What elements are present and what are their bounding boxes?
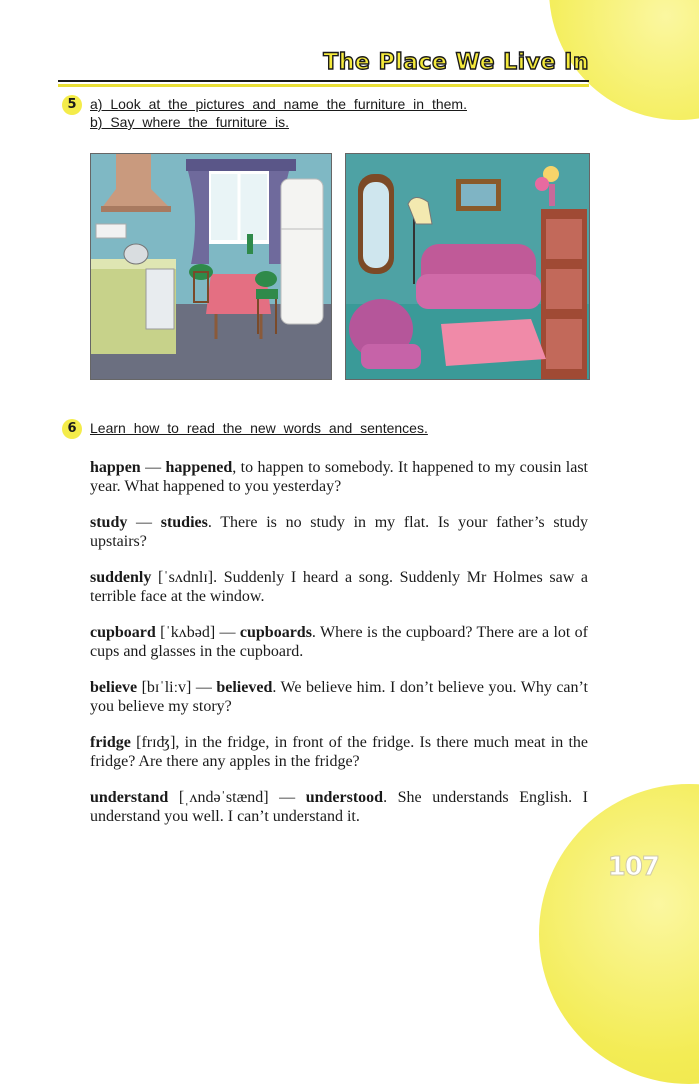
exercise-5-instruction-a: a) Look at the pictures and name the furniture in them. xyxy=(90,96,467,112)
vocab-entry-fridge: fridge [frɪʤ], in the fridge, in front of the fridge. Is there much meat in the fridge? Are there any apples in the fridge? xyxy=(90,734,588,770)
vocab-entry-happen: happen — happened, to happen to somebody. It happened to my cousin last year. What happened to you yesterday? xyxy=(90,459,589,495)
page-number: 107 xyxy=(607,852,659,882)
vocab-entry-understand: understand [ˌʌndəˈstænd] — understood. She understands English. I understand you well. I can’t understand it. xyxy=(90,789,588,825)
vocab-entry-believe: believe [bɪˈliːv] — believed. We believe him. I don’t believe you. Why can’t you believe my story? xyxy=(90,679,588,715)
title-rule-yellow xyxy=(58,84,589,87)
vocabulary-list xyxy=(90,458,588,843)
exercise-6-instruction: Learn how to read the new words and sentences. xyxy=(90,420,428,436)
vocab-entry-suddenly: suddenly [ˈsʌdnlɪ]. Suddenly I heard a song. Suddenly Mr Holmes saw a terrible face at the window. xyxy=(90,569,588,605)
title-rule xyxy=(58,80,589,82)
living-room-picture xyxy=(345,153,590,380)
vocab-entry-cupboard: cupboard [ˈkʌbəd] — cupboards. Where is the cupboard? There are a lot of cups and glasses in the cupboard. xyxy=(90,624,588,660)
vocab-entry-study: study — studies. There is no study in my flat. Is your father’s study upstairs? xyxy=(90,514,588,550)
exercise-5-instruction-b: b) Say where the furniture is. xyxy=(90,114,289,130)
exercise-6-number: 6 xyxy=(62,419,82,439)
page-title: The Place We Live In xyxy=(323,50,589,75)
kitchen-picture xyxy=(90,153,332,380)
exercise-5-number: 5 xyxy=(62,95,82,115)
